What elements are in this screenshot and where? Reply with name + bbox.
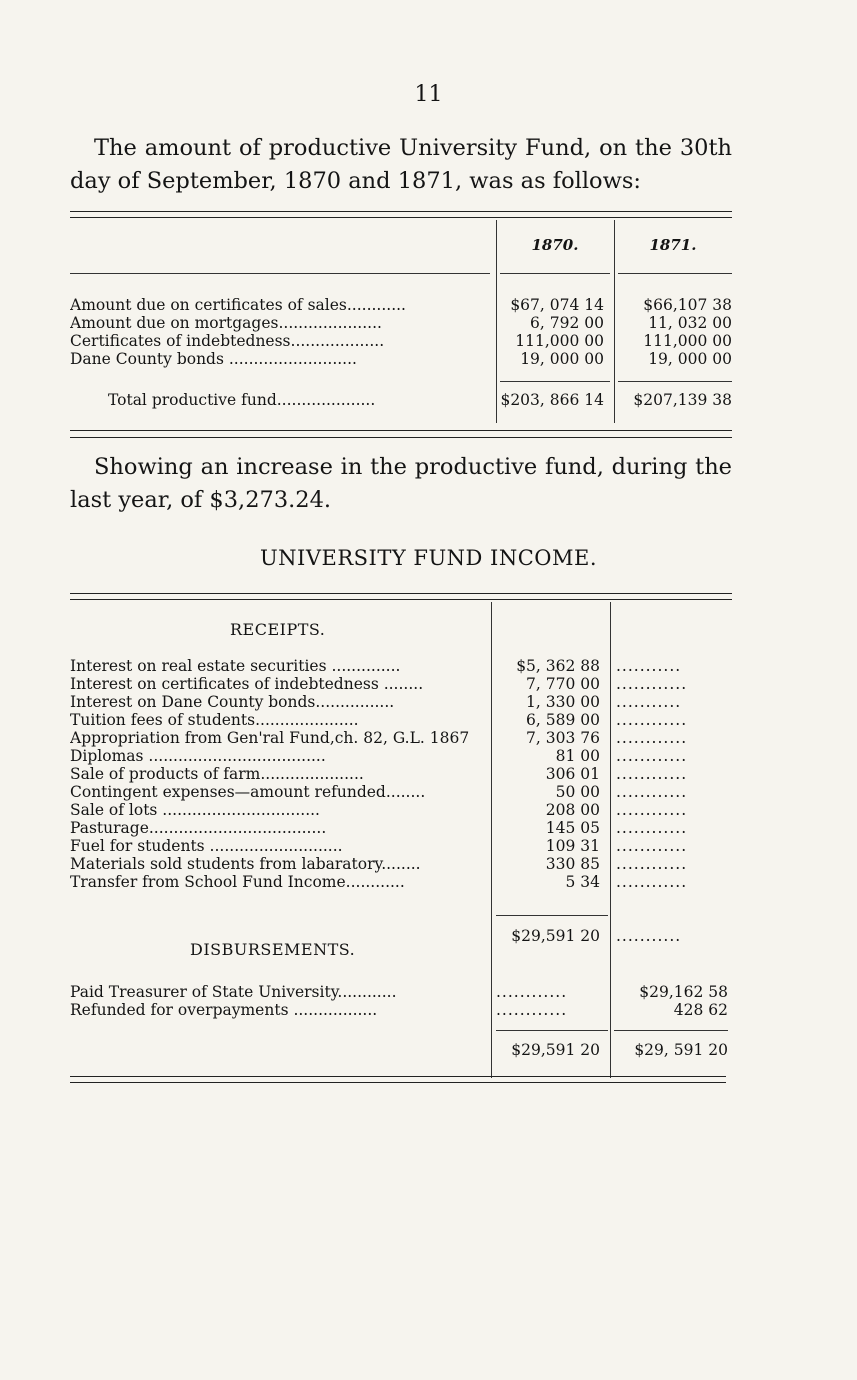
receipt-leader-dots: ........... bbox=[616, 693, 682, 711]
receipt-leader-dots: ............ bbox=[616, 765, 688, 783]
page-number: 11 bbox=[414, 82, 443, 107]
column-header-1871: 1871. bbox=[649, 236, 697, 254]
receipt-amount: 306 01 bbox=[545, 765, 600, 783]
receipt-leader-dots: ............ bbox=[616, 819, 688, 837]
receipt-leader-dots: ........... bbox=[616, 657, 682, 675]
receipts-total: $29,591 20 bbox=[511, 927, 600, 945]
column-header-1870: 1870. bbox=[531, 236, 579, 254]
receipt-amount: 145 05 bbox=[545, 819, 600, 837]
receipt-leader-dots: ............ bbox=[616, 747, 688, 765]
receipt-leader-dots: ............ bbox=[616, 855, 688, 873]
receipt-amount: 81 00 bbox=[555, 747, 600, 765]
receipt-leader-dots: ............ bbox=[616, 675, 688, 693]
grand-total-receipts: $29,591 20 bbox=[511, 1041, 600, 1059]
receipt-amount: 208 00 bbox=[545, 801, 600, 819]
receipt-amount: 5 34 bbox=[565, 873, 600, 891]
receipts-heading: RECEIPTS. bbox=[230, 620, 326, 639]
table-bottom-rule bbox=[70, 437, 732, 438]
total-1871: $207,139 38 bbox=[633, 391, 732, 409]
grand-total-disbursements: $29, 591 20 bbox=[634, 1041, 728, 1059]
disbursements-heading: DISBURSEMENTS. bbox=[190, 940, 356, 959]
section-title: UNIVERSITY FUND INCOME. bbox=[259, 546, 598, 570]
receipt-leader-dots: ............ bbox=[616, 729, 688, 747]
receipt-amount: 330 85 bbox=[545, 855, 600, 873]
table-top-rule bbox=[70, 211, 732, 212]
receipt-amount: $5, 362 88 bbox=[516, 657, 600, 675]
total-1870: $203, 866 14 bbox=[500, 391, 604, 409]
receipt-leader-dots: ............ bbox=[616, 783, 688, 801]
receipt-amount: 6, 589 00 bbox=[526, 711, 600, 729]
receipt-leader-dots: ............ bbox=[616, 837, 688, 855]
receipt-amount: 109 31 bbox=[545, 837, 600, 855]
receipt-amount: 7, 770 00 bbox=[526, 675, 600, 693]
increase-text: Showing an increase in the productive fund, during the last year, of $3,273.24. bbox=[70, 454, 732, 513]
receipt-amount: 50 00 bbox=[555, 783, 600, 801]
intro-paragraph bbox=[70, 132, 732, 198]
receipt-leader-dots: ............ bbox=[616, 711, 688, 729]
receipt-amount: 1, 330 00 bbox=[526, 693, 600, 711]
increase-paragraph bbox=[70, 451, 732, 517]
receipt-amount: 7, 303 76 bbox=[526, 729, 600, 747]
receipt-leader-dots: ............ bbox=[616, 801, 688, 819]
intro-text: The amount of productive University Fund, on the 30th day of September, 1870 and 1871, was as follows: bbox=[70, 135, 732, 194]
receipt-leader-dots: ............ bbox=[616, 873, 688, 891]
